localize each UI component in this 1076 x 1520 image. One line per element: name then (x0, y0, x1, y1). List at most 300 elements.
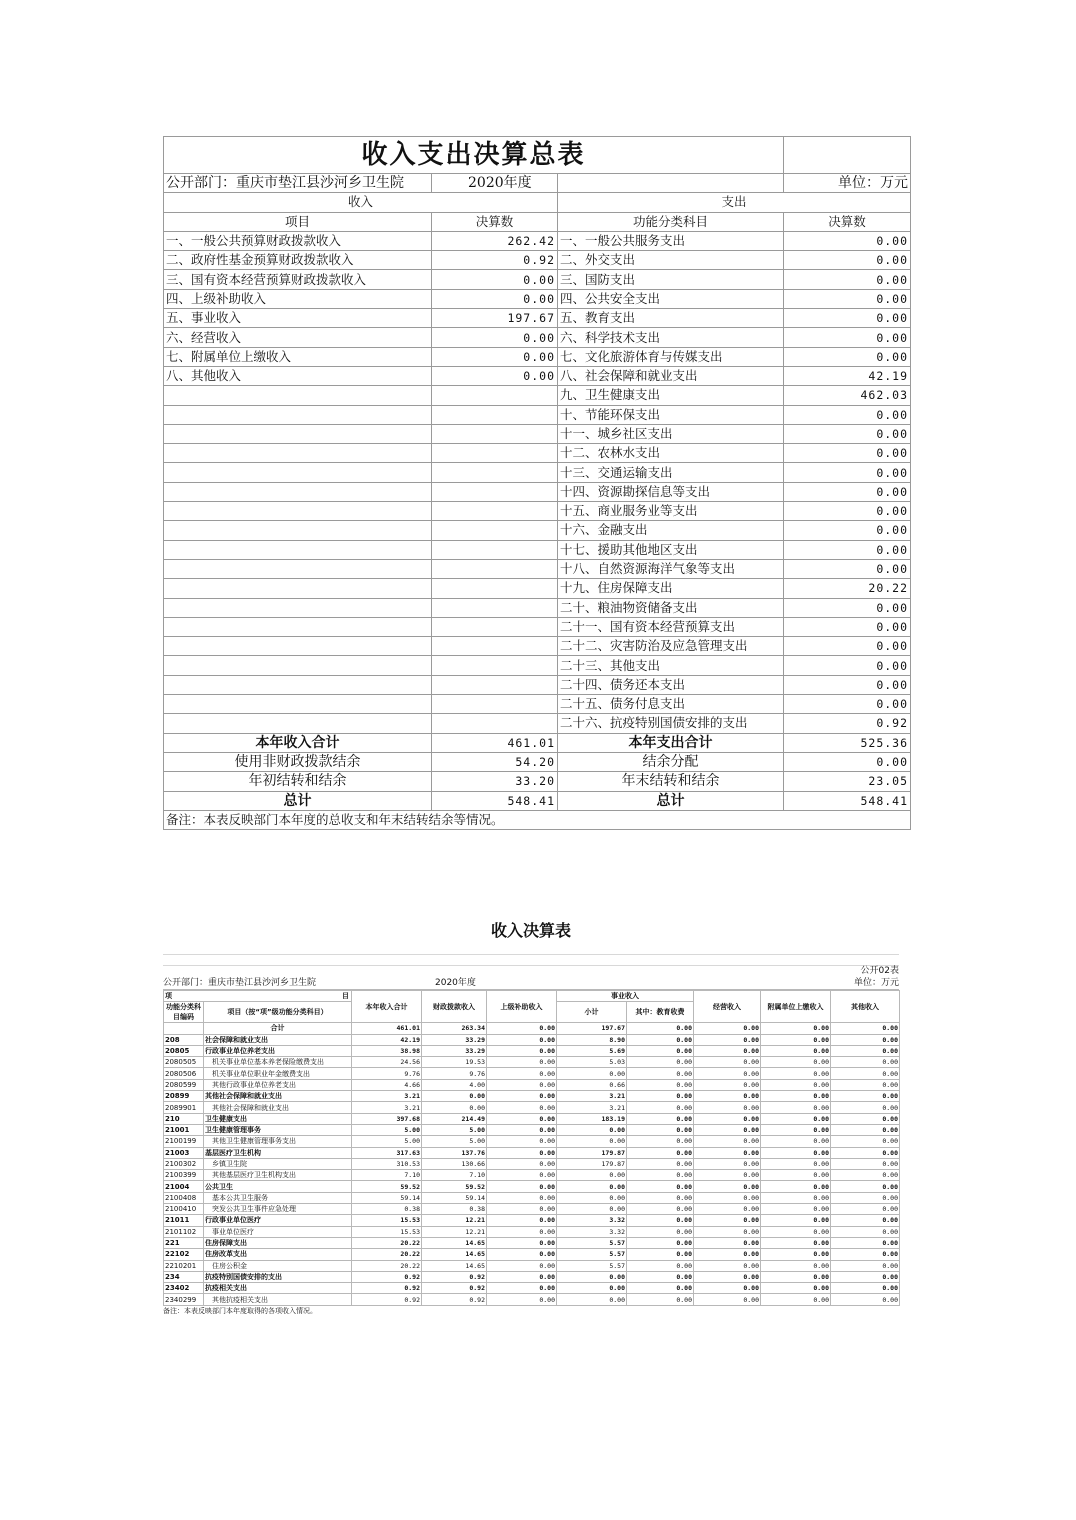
amount-cell: 0.00 (557, 1271, 627, 1282)
amount-cell: 5.57 (557, 1237, 627, 1248)
income-item-amount (432, 598, 558, 617)
amount-cell: 130.66 (422, 1158, 487, 1169)
amount-cell: 14.65 (422, 1249, 487, 1260)
amount-cell: 0.00 (487, 1271, 557, 1282)
amount-cell: 4.00 (422, 1079, 487, 1090)
total-cell: 0.00 (694, 1023, 761, 1034)
amount-cell: 3.32 (557, 1226, 627, 1237)
amount-cell: 0.00 (627, 1237, 694, 1248)
amount-cell: 0.00 (761, 1237, 831, 1248)
amount-cell: 0.00 (627, 1204, 694, 1215)
amount-cell: 0.00 (627, 1283, 694, 1294)
table-row (164, 1102, 900, 1113)
amount-cell: 397.68 (352, 1113, 422, 1124)
expense-item-name: 二十二、灾害防治及应急管理支出 (558, 637, 784, 656)
subject-code: 2100408 (164, 1192, 204, 1203)
income-item-name (164, 675, 432, 694)
subject-code: 2089901 (164, 1102, 204, 1113)
income-item-amount (432, 675, 558, 694)
income-item-amount: 0.00 (432, 328, 558, 347)
subject-code: 2080506 (164, 1068, 204, 1079)
amount-cell: 0.00 (487, 1181, 557, 1192)
subject-name: 机关事业单位职业年金缴费支出 (204, 1068, 352, 1079)
table-row (164, 386, 911, 405)
expense-item-name: 十六、金融支出 (558, 521, 784, 540)
subject-code: 221 (164, 1237, 204, 1248)
amount-cell: 5.57 (557, 1249, 627, 1260)
table-row (164, 231, 911, 250)
summary-expense-amount: 0.00 (784, 752, 911, 771)
amount-cell: 0.00 (694, 1102, 761, 1113)
total-cell: 0.00 (627, 1023, 694, 1034)
table-row (164, 540, 911, 559)
amount-cell: 59.52 (422, 1181, 487, 1192)
amount-cell: 19.53 (422, 1057, 487, 1068)
subject-code: 2100399 (164, 1170, 204, 1181)
summary-income-label: 使用非财政拨款结余 (164, 752, 432, 771)
table-row (164, 1079, 900, 1090)
amount-cell: 20.22 (352, 1249, 422, 1260)
subject-code: 2101102 (164, 1226, 204, 1237)
header-name: 项目（按“项”级功能分类科目） (204, 1002, 352, 1023)
table-row (164, 1215, 900, 1226)
expense-item-name: 五、教育支出 (558, 309, 784, 328)
subject-code: 2100302 (164, 1158, 204, 1169)
amount-cell: 0.38 (422, 1204, 487, 1215)
income-item-name (164, 444, 432, 463)
subject-name: 行政事业单位医疗 (204, 1215, 352, 1226)
amount-cell: 5.00 (352, 1136, 422, 1147)
amount-cell: 33.29 (422, 1034, 487, 1045)
subject-code: 2100410 (164, 1204, 204, 1215)
income-item-amount (432, 463, 558, 482)
expense-item-name: 二十、粮油物资储备支出 (558, 598, 784, 617)
expense-item-amount: 0.00 (784, 289, 911, 308)
amount-cell: 0.00 (627, 1034, 694, 1045)
section-title: 收入决算表 (490, 921, 571, 940)
income-item-name (164, 617, 432, 636)
amount-cell: 0.00 (761, 1192, 831, 1203)
income-item-name: 二、政府性基金预算财政拨款收入 (164, 251, 432, 270)
amount-cell: 0.00 (627, 1181, 694, 1192)
subject-code: 20899 (164, 1091, 204, 1102)
amount-cell: 0.66 (557, 1079, 627, 1090)
amount-cell: 59.52 (352, 1181, 422, 1192)
amount-cell: 0.00 (557, 1204, 627, 1215)
amount-cell: 38.98 (352, 1045, 422, 1056)
total-cell: 0.00 (761, 1023, 831, 1034)
amount-cell: 0.00 (761, 1068, 831, 1079)
amount-cell: 3.21 (557, 1102, 627, 1113)
income-item-name (164, 405, 432, 424)
subject-name: 其他抗疫相关支出 (204, 1294, 352, 1305)
header-edu-fee: 其中：教育收费 (627, 1002, 694, 1023)
income-item-name (164, 482, 432, 501)
table-row (164, 1249, 900, 1260)
amount-cell: 0.00 (422, 1091, 487, 1102)
table-row (164, 270, 911, 289)
amount-cell: 0.00 (557, 1170, 627, 1181)
subject-name: 其他基层医疗卫生机构支出 (204, 1170, 352, 1181)
header-affiliated: 附属单位上缴收入 (761, 991, 831, 1023)
amount-cell: 0.00 (487, 1283, 557, 1294)
fiscal-year: 2020年度 (432, 174, 558, 193)
amount-cell: 9.76 (422, 1068, 487, 1079)
summary-income-amount: 548.41 (432, 791, 558, 810)
amount-cell: 0.00 (487, 1249, 557, 1260)
expense-item-amount: 42.19 (784, 366, 911, 385)
header-career: 事业收入 (557, 991, 694, 1002)
amount-cell: 24.56 (352, 1057, 422, 1068)
table-row (164, 1057, 900, 1068)
expense-item-name: 十七、援助其他地区支出 (558, 540, 784, 559)
amount-cell: 0.00 (831, 1124, 900, 1135)
subject-name: 基本公共卫生服务 (204, 1192, 352, 1203)
expense-item-amount: 0.00 (784, 251, 911, 270)
amount-cell: 0.00 (487, 1057, 557, 1068)
amount-cell: 0.00 (487, 1091, 557, 1102)
expense-item-name: 十、节能环保支出 (558, 405, 784, 424)
table-row (164, 1158, 900, 1169)
table-row (164, 1294, 900, 1305)
amount-cell: 0.00 (831, 1271, 900, 1282)
amount-cell: 214.49 (422, 1113, 487, 1124)
subject-name: 机关事业单位基本养老保险缴费支出 (204, 1057, 352, 1068)
summary-expense-amount: 525.36 (784, 733, 911, 752)
amount-cell: 0.00 (487, 1147, 557, 1158)
amount-cell: 0.00 (627, 1124, 694, 1135)
amount-cell: 0.00 (694, 1170, 761, 1181)
table-row (164, 328, 911, 347)
subject-name: 乡镇卫生院 (204, 1158, 352, 1169)
amount-cell: 7.10 (422, 1170, 487, 1181)
amount-cell: 0.00 (831, 1079, 900, 1090)
amount-cell: 0.00 (487, 1079, 557, 1090)
amount-cell: 0.00 (422, 1102, 487, 1113)
expense-item-amount: 0.00 (784, 405, 911, 424)
amount-cell: 0.00 (557, 1124, 627, 1135)
amount-cell: 0.00 (627, 1249, 694, 1260)
amount-cell: 5.00 (352, 1124, 422, 1135)
amount-cell: 59.14 (422, 1192, 487, 1203)
header-operating: 经营收入 (694, 991, 761, 1023)
income-item-amount: 0.92 (432, 251, 558, 270)
amount-cell: 137.76 (422, 1147, 487, 1158)
expense-item-amount: 0.00 (784, 502, 911, 521)
amount-cell: 0.00 (761, 1057, 831, 1068)
table-row (164, 637, 911, 656)
summary-expense-amount: 548.41 (784, 791, 911, 810)
expense-item-amount: 0.00 (784, 231, 911, 250)
expense-item-name: 三、国防支出 (558, 270, 784, 289)
amount-cell: 0.00 (694, 1045, 761, 1056)
summary-income-amount: 33.20 (432, 772, 558, 791)
header-upper: 上级补助收入 (487, 991, 557, 1023)
subject-name: 住房改革支出 (204, 1249, 352, 1260)
amount-cell: 0.00 (694, 1294, 761, 1305)
income-expense-summary-table (163, 136, 911, 830)
income-item-name: 六、经营收入 (164, 328, 432, 347)
amount-cell: 0.00 (487, 1034, 557, 1045)
amount-cell: 0.92 (352, 1294, 422, 1305)
table-row (164, 424, 911, 443)
amount-cell: 0.00 (761, 1294, 831, 1305)
amount-cell: 0.00 (487, 1294, 557, 1305)
expense-item-name: 二十三、其他支出 (558, 656, 784, 675)
amount-cell: 15.53 (352, 1215, 422, 1226)
amount-cell: 0.00 (831, 1215, 900, 1226)
amount-cell: 0.00 (761, 1215, 831, 1226)
amount-cell: 0.00 (627, 1226, 694, 1237)
unit-label: 单位：万元 (784, 174, 911, 193)
subject-code: 21011 (164, 1215, 204, 1226)
table-row (164, 1045, 900, 1056)
table-row (164, 1271, 900, 1282)
amount-cell: 0.00 (761, 1079, 831, 1090)
subject-code: 20805 (164, 1045, 204, 1056)
amount-cell: 0.00 (557, 1068, 627, 1079)
expense-item-name: 七、文化旅游体育与传媒支出 (558, 347, 784, 366)
table-row (164, 405, 911, 424)
income-item-amount (432, 656, 558, 675)
income-item-amount (432, 405, 558, 424)
amount-cell: 0.00 (627, 1170, 694, 1181)
amount-cell: 0.00 (831, 1283, 900, 1294)
fiscal-year: 2020年度 (435, 978, 476, 988)
income-item-amount: 0.00 (432, 366, 558, 385)
amount-cell: 0.00 (761, 1204, 831, 1215)
amount-cell: 0.00 (627, 1271, 694, 1282)
amount-cell: 0.00 (487, 1068, 557, 1079)
amount-cell: 0.00 (694, 1226, 761, 1237)
income-item-name (164, 540, 432, 559)
summary-income-amount: 461.01 (432, 733, 558, 752)
amount-cell: 0.00 (627, 1113, 694, 1124)
table-note: 备注：本表反映部门本年度取得的各项收入情况。 (163, 1306, 317, 1315)
table-row (164, 1068, 900, 1079)
header-xiang: 项 (165, 992, 172, 1001)
table-row (164, 1147, 900, 1158)
amount-cell: 0.00 (487, 1204, 557, 1215)
expense-item-name: 二十四、债务还本支出 (558, 675, 784, 694)
amount-cell: 0.00 (694, 1260, 761, 1271)
expense-item-amount: 0.00 (784, 424, 911, 443)
amount-cell: 5.57 (557, 1260, 627, 1271)
expense-item-name: 十五、商业服务业等支出 (558, 502, 784, 521)
amount-cell: 0.00 (831, 1158, 900, 1169)
subject-name: 其他社会保障和就业支出 (204, 1091, 352, 1102)
subject-code: 208 (164, 1034, 204, 1045)
subject-code: 21004 (164, 1181, 204, 1192)
subject-name: 事业单位医疗 (204, 1226, 352, 1237)
subject-name: 卫生健康支出 (204, 1113, 352, 1124)
table-row (164, 1283, 900, 1294)
amount-cell: 0.00 (761, 1113, 831, 1124)
subject-name: 突发公共卫生事件应急处理 (204, 1204, 352, 1215)
income-item-amount (432, 695, 558, 714)
table-row (164, 1034, 900, 1045)
amount-cell: 3.21 (557, 1091, 627, 1102)
expense-item-amount: 0.00 (784, 482, 911, 501)
income-item-amount (432, 579, 558, 598)
table-row (164, 1091, 900, 1102)
income-item-amount (432, 714, 558, 733)
total-cell: 461.01 (352, 1023, 422, 1034)
subject-name: 其他卫生健康管理事务支出 (204, 1136, 352, 1147)
amount-cell: 15.53 (352, 1226, 422, 1237)
expense-item-amount: 0.00 (784, 540, 911, 559)
table-row (164, 309, 911, 328)
income-item-amount: 262.42 (432, 231, 558, 250)
amount-cell: 0.00 (694, 1113, 761, 1124)
income-item-name: 四、上级补助收入 (164, 289, 432, 308)
amount-cell: 183.19 (557, 1113, 627, 1124)
amount-cell: 0.00 (694, 1034, 761, 1045)
table-row (164, 656, 911, 675)
table-row (164, 1181, 900, 1192)
table-row (164, 1136, 900, 1147)
expense-item-name: 四、公共安全支出 (558, 289, 784, 308)
amount-cell: 0.00 (831, 1147, 900, 1158)
amount-cell: 0.92 (352, 1283, 422, 1294)
amount-cell: 0.00 (761, 1147, 831, 1158)
income-item-name (164, 695, 432, 714)
subject-name: 住房保障支出 (204, 1237, 352, 1248)
amount-cell: 0.00 (761, 1045, 831, 1056)
amount-cell: 33.29 (422, 1045, 487, 1056)
expense-item-amount: 0.00 (784, 559, 911, 578)
income-item-name: 七、附属单位上缴收入 (164, 347, 432, 366)
amount-cell: 0.00 (761, 1136, 831, 1147)
table-row (164, 559, 911, 578)
amount-cell: 5.69 (557, 1045, 627, 1056)
header-subtotal: 小计 (557, 1002, 627, 1023)
table-row (164, 463, 911, 482)
amount-cell: 0.00 (831, 1091, 900, 1102)
expense-item-amount: 0.00 (784, 328, 911, 347)
expense-item-amount: 20.22 (784, 579, 911, 598)
summary-row (164, 733, 911, 752)
amount-cell: 0.00 (761, 1158, 831, 1169)
amount-cell: 0.00 (627, 1045, 694, 1056)
amount-cell: 20.22 (352, 1260, 422, 1271)
expense-item-name: 二十一、国有资本经营预算支出 (558, 617, 784, 636)
summary-expense-label: 总计 (558, 791, 784, 810)
amount-cell: 0.00 (694, 1249, 761, 1260)
amount-cell: 0.38 (352, 1204, 422, 1215)
amount-cell: 317.63 (352, 1147, 422, 1158)
income-item-amount: 0.00 (432, 270, 558, 289)
amount-cell: 179.87 (557, 1158, 627, 1169)
expense-item-name: 一、一般公共服务支出 (558, 231, 784, 250)
amount-cell: 0.00 (487, 1215, 557, 1226)
amount-cell: 0.00 (487, 1170, 557, 1181)
income-item-name (164, 637, 432, 656)
table-row (164, 289, 911, 308)
table-row (164, 598, 911, 617)
income-item-name (164, 714, 432, 733)
income-item-name (164, 559, 432, 578)
amount-cell: 0.00 (694, 1237, 761, 1248)
amount-cell: 3.21 (352, 1102, 422, 1113)
amount-cell: 0.92 (422, 1294, 487, 1305)
expense-item-name: 二、外交支出 (558, 251, 784, 270)
header-other: 其他收入 (831, 991, 900, 1023)
summary-income-label: 本年收入合计 (164, 733, 432, 752)
amount-cell: 12.21 (422, 1226, 487, 1237)
expense-item-amount: 0.00 (784, 695, 911, 714)
table-row (164, 482, 911, 501)
income-item-name (164, 579, 432, 598)
amount-cell: 4.66 (352, 1079, 422, 1090)
amount-cell: 0.00 (831, 1226, 900, 1237)
expense-item-amount: 0.00 (784, 521, 911, 540)
expense-item-amount: 0.00 (784, 463, 911, 482)
summary-row (164, 791, 911, 810)
amount-cell: 0.00 (761, 1170, 831, 1181)
header-total: 本年收入合计 (352, 991, 422, 1023)
amount-cell: 0.00 (761, 1124, 831, 1135)
summary-expense-label: 年末结转和结余 (558, 772, 784, 791)
subject-code: 2080505 (164, 1057, 204, 1068)
amount-cell: 310.53 (352, 1158, 422, 1169)
expense-item-name: 二十六、抗疫特别国债安排的支出 (558, 714, 784, 733)
amount-cell: 0.00 (694, 1215, 761, 1226)
amount-cell: 0.00 (627, 1136, 694, 1147)
amount-cell: 0.92 (422, 1283, 487, 1294)
amount-cell: 0.00 (761, 1283, 831, 1294)
income-item-name: 一、一般公共预算财政拨款收入 (164, 231, 432, 250)
amount-cell: 0.00 (694, 1158, 761, 1169)
table-note: 备注：本表反映部门本年度的总收支和年末结转结余等情况。 (164, 810, 911, 829)
amount-cell: 0.00 (831, 1204, 900, 1215)
expense-item-name: 十四、资源勘探信息等支出 (558, 482, 784, 501)
summary-expense-amount: 23.05 (784, 772, 911, 791)
income-item-amount (432, 617, 558, 636)
amount-cell: 0.00 (831, 1102, 900, 1113)
amount-cell: 0.00 (487, 1226, 557, 1237)
amount-cell: 0.00 (627, 1147, 694, 1158)
table-row (164, 1113, 900, 1124)
subject-name: 其他行政事业单位养老支出 (204, 1079, 352, 1090)
column-header-amount: 决算数 (432, 212, 558, 231)
subject-name: 其他社会保障和就业支出 (204, 1102, 352, 1113)
income-item-amount (432, 482, 558, 501)
amount-cell: 0.00 (694, 1181, 761, 1192)
expense-item-name: 十八、自然资源海洋气象等支出 (558, 559, 784, 578)
amount-cell: 0.00 (487, 1113, 557, 1124)
table-row (164, 1204, 900, 1215)
expense-item-name: 十九、住房保障支出 (558, 579, 784, 598)
expense-item-name: 二十五、债务付息支出 (558, 695, 784, 714)
total-label: 合计 (204, 1023, 352, 1034)
amount-cell: 42.19 (352, 1034, 422, 1045)
amount-cell: 0.00 (761, 1181, 831, 1192)
income-item-name: 五、事业收入 (164, 309, 432, 328)
amount-cell: 0.00 (694, 1204, 761, 1215)
amount-cell: 14.65 (422, 1260, 487, 1271)
table-row (164, 1226, 900, 1237)
amount-cell: 0.00 (557, 1192, 627, 1203)
table-row (164, 675, 911, 694)
amount-cell: 0.00 (694, 1124, 761, 1135)
expense-item-name: 十二、农林水支出 (558, 444, 784, 463)
amount-cell: 0.00 (487, 1136, 557, 1147)
subject-code: 23402 (164, 1283, 204, 1294)
summary-income-amount: 54.20 (432, 752, 558, 771)
expense-item-amount: 0.00 (784, 675, 911, 694)
income-section-header: 收入 (164, 193, 558, 212)
